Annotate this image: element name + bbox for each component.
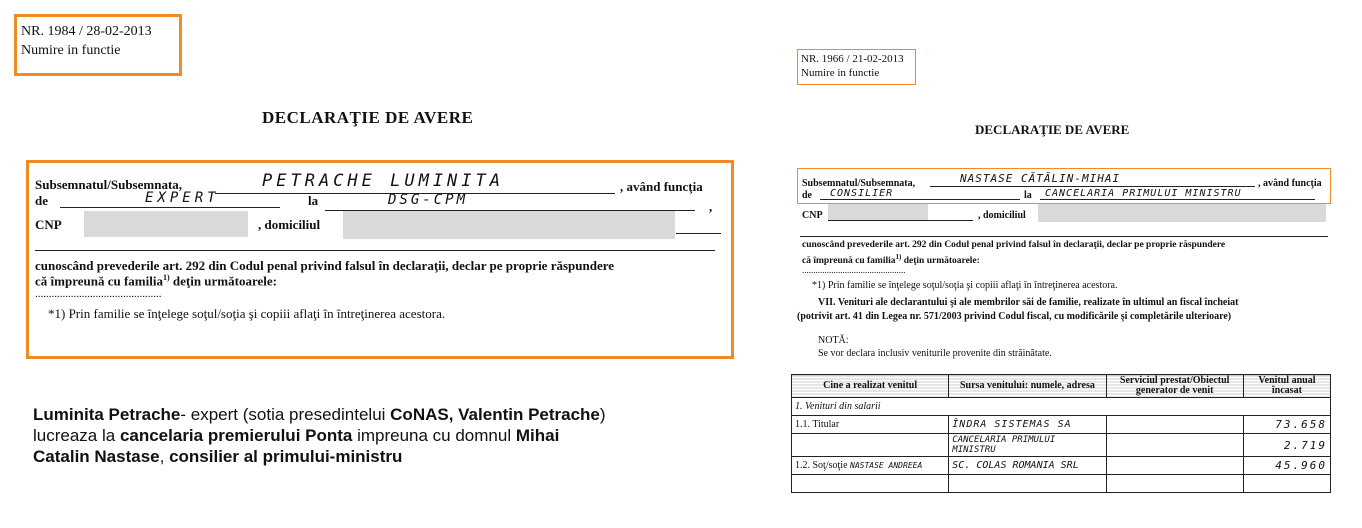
left-header-sub: Numire in functie (21, 43, 121, 58)
right-detin-text: deţin următoarele: (901, 256, 980, 267)
right-cnp-redacted (828, 204, 928, 220)
table-row (792, 434, 1331, 457)
right-function-handwritten: CONSILIER (830, 188, 894, 199)
row-amount: 2.719 (1243, 434, 1330, 457)
right-de: de (802, 190, 812, 201)
row-who (792, 434, 949, 457)
row-service (1106, 416, 1243, 434)
left-domiciliul: , domiciliul (258, 217, 321, 232)
right-dots: .............................................. (802, 265, 906, 275)
caption-p5: lucreaza la (33, 426, 120, 445)
left-impreuna-text: că împreună cu familia (35, 273, 163, 289)
left-name-handwritten: PETRACHE LUMINITA (262, 171, 504, 191)
caption-p6: cancelaria premierului Ponta (119, 426, 353, 445)
row-source: SC. COLAS ROMANIA SRL (949, 457, 1106, 475)
left-subsemnatul: Subsemnatul/Subsemnata, (35, 177, 183, 192)
right-impreuna-text: că împreună cu familia (802, 256, 896, 267)
right-la: la (1024, 190, 1032, 201)
right-address-redacted (1038, 204, 1326, 222)
caption-p8: Mihai (515, 426, 560, 445)
right-cnp-line (828, 220, 973, 221)
caption-p9: Catalin Nastase (33, 447, 160, 466)
left-detin-text: deţin următoarele: (169, 273, 277, 289)
table-section-label: 1. Venituri din salarii (792, 398, 1331, 416)
left-address-line-2 (35, 250, 715, 251)
caption-p1: Luminita Petrache (33, 405, 181, 424)
caption-p4: ) (599, 405, 606, 424)
left-impreuna-sup: 1) (162, 273, 170, 282)
row-who (792, 457, 949, 475)
right-title: DECLARAŢIE DE AVERE (975, 122, 1130, 137)
table-row (792, 457, 1331, 475)
caption-p10: , (159, 447, 170, 466)
row-source: ÎNDRA SISTEMAS SA (949, 416, 1106, 434)
right-subsemnatul: Subsemnatul/Subsemnata, (802, 178, 916, 189)
row-amount: 73.658 (1243, 416, 1330, 434)
col-service: Serviciul prestat/Obiectul generator de venit (1106, 375, 1243, 398)
table-row-empty (792, 475, 1331, 493)
left-cnp: CNP (35, 217, 62, 232)
left-function-handwritten: EXPERT (145, 190, 220, 206)
income-table (791, 374, 1331, 493)
left-avand: , având funcţia (620, 179, 703, 194)
row-amount: 45.960 (1243, 457, 1330, 475)
col-amount: Venitul anual încasat (1243, 375, 1330, 398)
col-source: Sursa venitului: numele, adresa (949, 375, 1106, 398)
left-header-nr: NR. 1984 / 28-02-2013 (21, 24, 152, 39)
left-cnp-redacted (84, 211, 248, 237)
right-cnp: CNP (802, 210, 823, 221)
income-table-header (792, 375, 1331, 398)
row-who: 1.1. Titular (792, 416, 949, 434)
right-avand: , având funcţia (1258, 178, 1322, 189)
row-service (1106, 457, 1243, 475)
table-section-row (792, 398, 1331, 416)
row-service (1106, 434, 1243, 457)
left-de: de (35, 193, 48, 208)
left-footnote: *1) Prin familie se înţelege soţul/soţia şi copiii aflaţi în întreţinerea acestora. (48, 306, 446, 321)
left-address-line (676, 233, 721, 234)
table-row (792, 416, 1331, 434)
caption-p3: CoNAS, Valentin Petrache (390, 405, 600, 424)
right-institution-handwritten: CANCELARIA PRIMULUI MINISTRU (1045, 188, 1242, 199)
row-who-label: 1.2. Soţ/soţie (795, 460, 848, 471)
caption-p7: impreuna cu domnul (352, 426, 516, 445)
right-address-line (800, 236, 1328, 237)
col-who: Cine a realizat venitul (792, 375, 949, 398)
right-name-line (930, 186, 1255, 187)
row-who-hand: NASTASE ANDREEA (850, 461, 923, 470)
caption-p2: - expert (sotia presedintelui (180, 405, 391, 424)
row-source: CANCELARIA PRIMULUI MINISTRU (949, 434, 1106, 457)
left-institution-handwritten: DSG-CPM (388, 192, 469, 208)
left-impreuna (35, 273, 277, 289)
right-impreuna-sup: 1) (895, 253, 902, 261)
right-function-line (820, 199, 1020, 200)
right-name-handwritten: NASTASE CĂTĂLIN-MIHAI (960, 172, 1121, 185)
right-cunoscand: cunoscând prevederile art. 292 din Codul penal privind falsul în declaraţii, declar pe proprie răspundere (802, 240, 1226, 250)
caption-text (33, 404, 723, 467)
left-la: la (308, 193, 319, 208)
right-section7: VII. Venituri ale declarantului şi ale membrilor săi de familie, realizate în ultimul an fiscal încheiat (818, 297, 1239, 308)
caption-p11: consilier al primului-ministru (169, 447, 403, 466)
right-header-nr: NR. 1966 / 21-02-2013 (801, 53, 904, 65)
right-footnote: *1) Prin familie se înţelege soţul/soţia şi copiii aflaţi în întreţinerea acestora. (812, 280, 1118, 291)
right-section7b: (potrivit art. 41 din Legea nr. 571/2003 privind Codul fiscal, cu modificările şi completările ulterioare) (797, 311, 1232, 322)
left-dots: .............................................. (35, 288, 162, 300)
right-nota-text: Se vor declara inclusiv veniturile provenite din străinătate. (818, 348, 1052, 359)
left-function-line (60, 207, 280, 208)
right-domiciliul: , domiciliul (978, 210, 1026, 221)
left-title: DECLARAŢIE DE AVERE (262, 108, 474, 127)
left-address-redacted (343, 211, 675, 239)
left-comma: , (709, 199, 713, 214)
left-cunoscand: cunoscând prevederile art. 292 din Codul penal privind falsul în declaraţii, declar pe proprie răspundere (35, 258, 615, 273)
right-nota: NOTĂ: (818, 335, 849, 346)
right-institution-line (1040, 199, 1315, 200)
right-header-sub: Numire in functie (801, 67, 880, 79)
